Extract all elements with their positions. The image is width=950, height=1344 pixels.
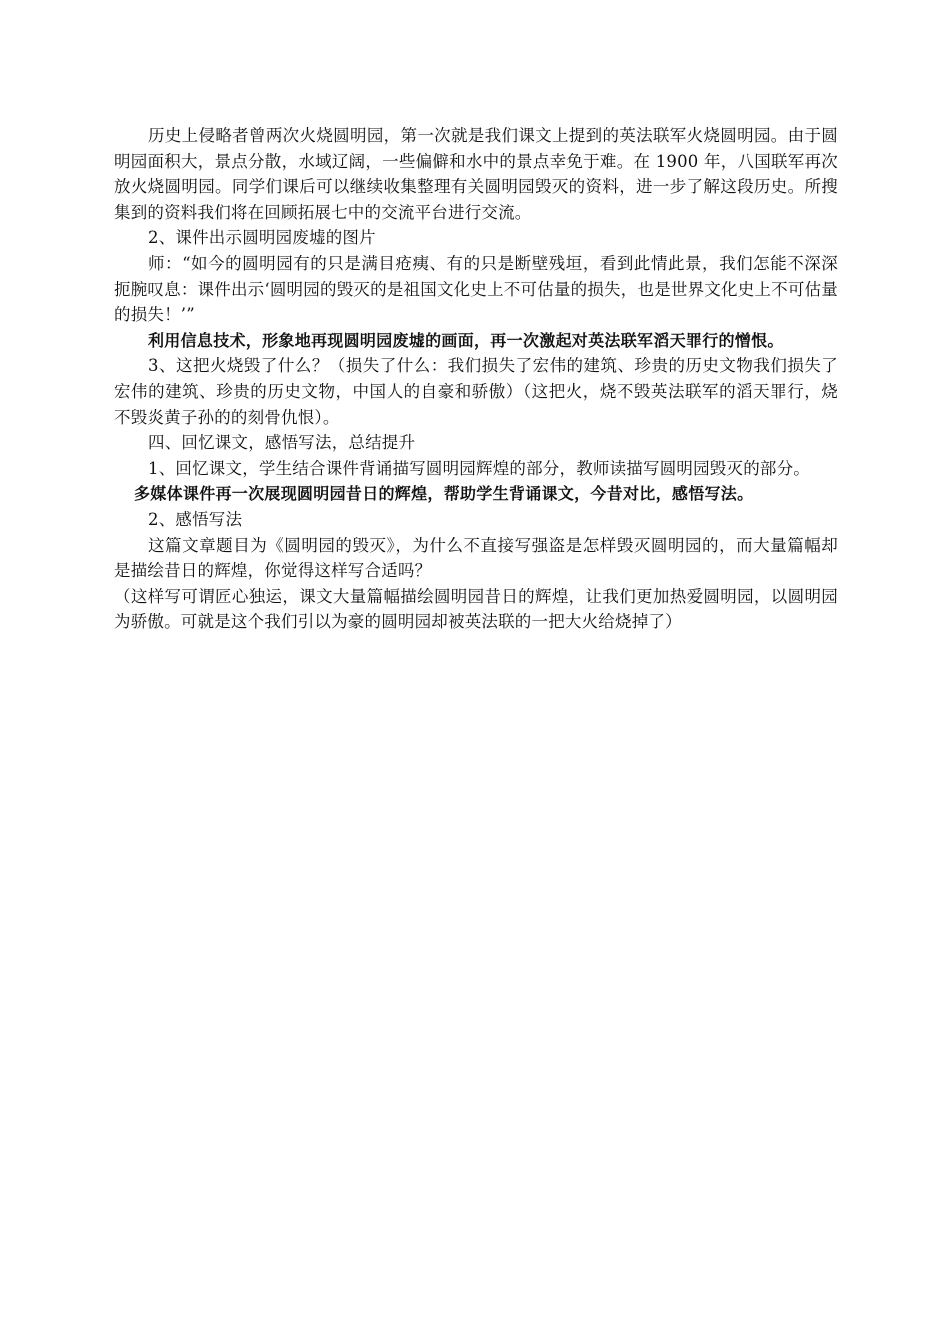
paragraph-teacher-quote: 师：“如今的圆明园有的只是满目疮痍、有的只是断壁残垣，看到此情此景，我们怎能不深深扼腕叹息：课件出示‘圆明园的毁灭的是祖国文化史上不可估量的损失，也是世界文化史上不可估量的损失！’” (114, 253, 838, 325)
paragraph-step-2-writing-method: 2、感悟写法 (148, 509, 243, 529)
paragraph-answer: （这样写可谓匠心独运，课文大量篇幅描绘圆明园昔日的辉煌，让我们更加热爱圆明园，以圆明园为骄傲。可就是这个我们引以为豪的圆明园却被英法联的一把大火给烧掉了） (114, 586, 838, 632)
paragraph-recall-text: 1、回忆课文，学生结合课件背诵描写圆明园辉煌的部分，教师读描写圆明园毁灭的部分。 (148, 458, 810, 478)
paragraph-note-information-technology: 利用信息技术，形象地再现圆明园废墟的画面，再一次激起对英法联军滔天罪行的憎恨。 (148, 330, 784, 350)
document-body (114, 123, 838, 635)
paragraph-question: 这篇文章题目为《圆明园的毁灭》，为什么不直接写强盗是怎样毁灭圆明园的，而大量篇幅却是描绘昔日的辉煌，你觉得这样写合适吗？ (114, 535, 838, 581)
paragraph-step-2-ruins-image: 2、课件出示圆明园废墟的图片 (148, 228, 376, 248)
section-heading-four: 四、回忆课文，感悟写法，总结提升 (148, 433, 416, 453)
paragraph-note-multimedia: 多媒体课件再一次展现圆明园昔日的辉煌，帮助学生背诵课文，今昔对比，感悟写法。 (134, 484, 754, 504)
paragraph-step-3-what-burned: 3、这把火烧毁了什么？（损失了什么：我们损失了宏伟的建筑、珍贵的历史文物我们损失了宏伟的建筑、珍贵的历史文物，中国人的自豪和骄傲）（这把火，烧不毁英法联军的滔天罪行，烧不毁炎黄子孙的的刻骨仇恨）。 (114, 356, 838, 427)
paragraph-history: 历史上侵略者曾两次火烧圆明园，第一次就是我们课文上提到的英法联军火烧圆明园。由于圆明园面积大，景点分散，水域辽阔，一些偏僻和水中的景点幸免于难。在 1900 年，八国联军再次放火烧圆明园。同学们课后可以继续收集整理有关圆明园毁灭的资料，进一步了解这段历史。所搜集到的资料我们将在回顾拓展七中的交流平台进行交流。 (114, 126, 838, 222)
